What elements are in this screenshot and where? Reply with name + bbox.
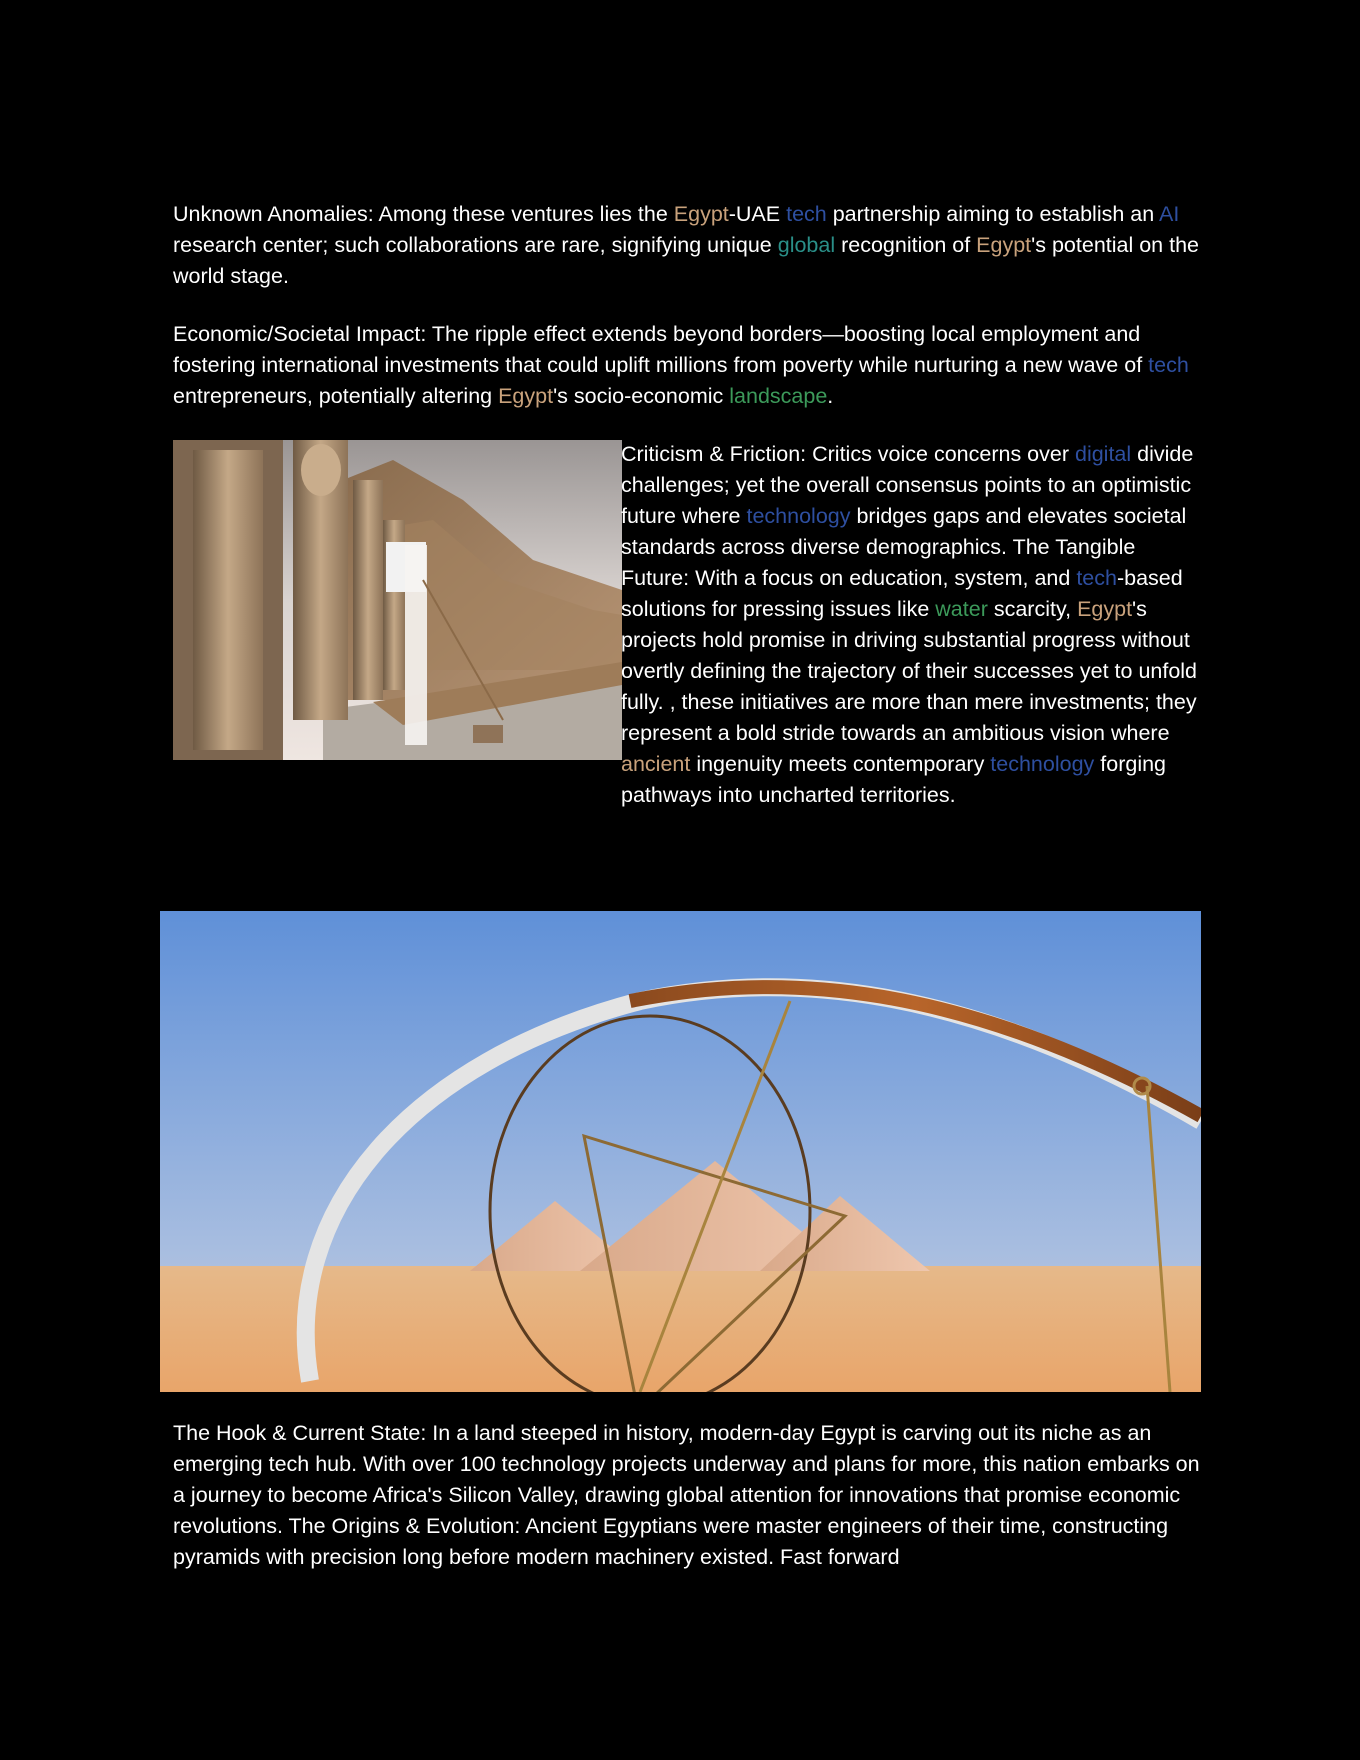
text-run: Unknown Anomalies: Among these ventures lies the	[173, 202, 674, 226]
text-run: 's projects hold promise in driving substantial progress without overtly defining the trajectory of their successes yet to unfold fully. , these initiatives are more than mere investments; they represent a bold stride towards an ambitious vision where	[621, 597, 1198, 745]
text-run: Economic/Societal Impact: The ripple effect extends beyond borders—boosting local employment and fostering international investments that could uplift millions from poverty while nurturing a new wave of	[173, 322, 1149, 377]
keyword-egypt: Egypt	[498, 384, 554, 408]
keyword-water: water	[935, 597, 988, 621]
text-run: Criticism & Friction: Critics voice concerns over	[621, 442, 1075, 466]
keyword-ancient: ancient	[621, 752, 691, 776]
paragraph-economic-impact	[173, 319, 1203, 412]
text-run: partnership aiming to establish an	[826, 202, 1159, 226]
temple-colonnade-photo	[173, 440, 622, 760]
keyword-ai: AI	[1159, 202, 1180, 226]
keyword-technology: technology	[746, 504, 851, 528]
text-run: scarcity,	[987, 597, 1078, 621]
text-run: 's potential on the world stage.	[173, 233, 1200, 288]
paragraph-unknown-anomalies	[173, 199, 1203, 292]
keyword-landscape: landscape	[729, 384, 828, 408]
text-run: forging pathways into uncharted territories.	[621, 752, 1167, 807]
text-run: -UAE	[728, 202, 787, 226]
text-run: entrepreneurs, potentially altering	[173, 384, 499, 408]
keyword-digital: digital	[1074, 442, 1132, 466]
keyword-technology: technology	[990, 752, 1095, 776]
keyword-tech: tech	[1076, 566, 1117, 590]
paragraph-criticism-future	[621, 439, 1206, 811]
text-run: divide challenges; yet the overall consensus points to an optimistic future where	[621, 442, 1194, 528]
text-run: recognition of	[835, 233, 977, 257]
text-run: -based solutions for pressing issues like	[621, 566, 1183, 621]
text-run: 's socio-economic	[553, 384, 730, 408]
text-run: .	[827, 384, 834, 408]
keyword-global: global	[777, 233, 836, 257]
text-run: research center; such collaborations are rare, signifying unique	[173, 233, 778, 257]
keyword-egypt: Egypt	[1077, 597, 1133, 621]
paragraph-hook-current-state	[173, 1418, 1213, 1573]
keyword-tech: tech	[1148, 353, 1189, 377]
keyword-egypt: Egypt	[673, 202, 729, 226]
text-run: ingenuity meets contemporary	[690, 752, 991, 776]
keyword-egypt: Egypt	[976, 233, 1032, 257]
pyramids-sculpture-photo	[160, 911, 1201, 1392]
keyword-tech: tech	[786, 202, 827, 226]
text-run: bridges gaps and elevates societal standards across diverse demographics. The Tangible Future: With a focus on education, system, and	[621, 504, 1187, 590]
text-run: The Hook & Current State: In a land steeped in history, modern-day Egypt is carving out its niche as an emerging tech hub. With over 100 technology projects underway and plans for more, this nation embarks on a journey to become Africa's Silicon Valley, drawing global attention for innovations that promise economic revolutions. The Origins & Evolution: Ancient Egyptians were master engineers of their time, constructing pyramids with precision long before modern machinery existed. Fast forward	[173, 1421, 1200, 1569]
